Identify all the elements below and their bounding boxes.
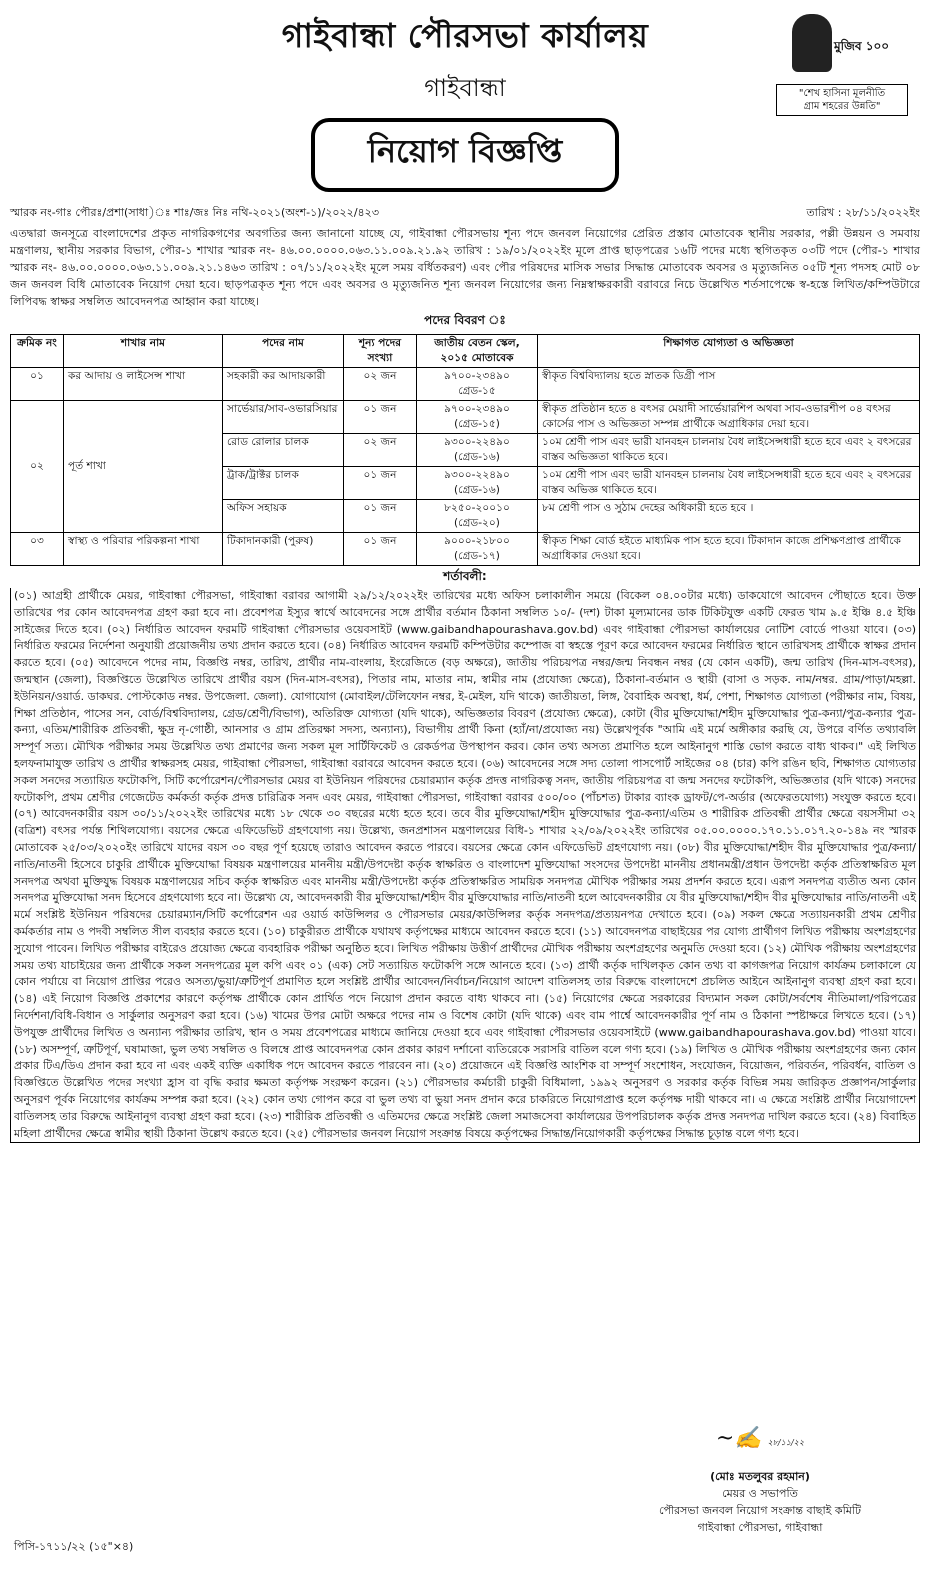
row-count: ০১ জন xyxy=(344,533,417,566)
row-post: সার্ভেয়ার/সাব-ওভারসিয়ার xyxy=(223,401,344,434)
mujib-100-logo xyxy=(780,8,908,118)
row-branch: পূর্ত শাখা xyxy=(64,401,223,533)
row-count: ০২ জন xyxy=(344,368,417,401)
row-serial: ০২ xyxy=(11,401,64,533)
signature-block xyxy=(600,1426,920,1536)
row-qualification: স্বীকৃত বিশ্ববিদ্যালয় হতে স্নাতক ডিগ্রী পাস xyxy=(538,368,920,401)
signature-date: ২৮/১১/২২ xyxy=(767,1438,805,1447)
table-header-row xyxy=(11,335,920,368)
notice-page xyxy=(10,0,920,1143)
logo-mark-text: মুজিব ১০০ xyxy=(834,39,890,53)
row-qualification: ৮ম শ্রেণী পাস ও সুঠাম দেহের অধিকারী হতে হবে । xyxy=(538,500,920,533)
row-count: ০২ জন xyxy=(344,434,417,467)
scale-value: ৯০০০-২১৮০০ xyxy=(444,535,510,547)
posts-table xyxy=(10,334,920,566)
header-qualification: শিক্ষাগত যোগ্যতা ও অভিজ্ঞতা xyxy=(538,335,920,368)
slogan-line-2: গ্রাম শহরের উন্নতি" xyxy=(803,101,881,112)
table-row xyxy=(11,401,920,434)
row-scale xyxy=(417,368,538,401)
pc-code: পিসি-১৭১১/২২ (১৫"×৪) xyxy=(14,1540,134,1553)
header-branch: শাখার নাম xyxy=(64,335,223,368)
grade-value: (গ্রেড-২০) xyxy=(454,517,500,529)
row-post: ট্রাক/ট্রাক্টর চালক xyxy=(223,467,344,500)
row-serial: ০৩ xyxy=(11,533,64,566)
office-title: গাইবান্ধা পৌরসভা কার্যালয় xyxy=(281,16,649,55)
header-count: শূন্য পদের সংখ্যা xyxy=(344,335,417,368)
signatory-name: (মোঃ মতলুবর রহমান) xyxy=(710,1470,810,1483)
slogan-line-1: "শেখ হাসিনা মূলনীতি xyxy=(798,88,886,99)
row-scale xyxy=(417,467,538,500)
conditions-text: (০১) আগ্রহী প্রার্থীকে মেয়র, গাইবান্ধা পৌরসভা, গাইবান্ধা বরাবর আগামী ২৯/১২/২০২২ইং তারিখের মধ্যে অফিস চলাকালীন সময়ে (বিকেল ০৪.০০টার মধ্যে) ডাকযোগে আবেদন পৌছাতে হবে। উক্ত তারিখের পর কোন আবেদনপত্র গ্রহণ করা হবে না। প্রবেশপত্র ইস্যুর স্বার্থে আবেদনের সঙ্গে প্রার্থীর বর্তমান ঠিকানা সম্বলিত ১০/- (দশ) টাকা মূল্যমানের ডাক টিকিটযুক্ত একটি ফেরত খাম ৯.৫ ইঞ্চি ৪.৫ ইঞ্চি সাইজের দিতে হবে। (০২) নির্ধারিত আবেদন ফরমটি গাইবান্ধা পৌরসভার ওয়েবসাইট (www.gaibandhapourashava.gov.bd) এবং গাইবান্ধা পৌরসভা কার্যালয়ের নোটিশ বোর্ডে পাওয়া যাবে। (০৩) নির্ধারিত ফরমের নির্দেশনা অনুযায়ী প্রয়োজনীয় তথ্য প্রদান করতে হবে। (০৪) নির্ধারিত আবেদন ফরমটি কম্পিউটার কম্পোজ বা স্বহস্তে পূরণ করে আবেদন ফরমের নির্ধারিত স্থানে তারিখসহ প্রার্থীকে স্বাক্ষর প্রদান করতে হবে। (০৫) আবেদনে পদের নাম, বিজ্ঞপ্তি নম্বর, তারিখ, প্রার্থীর নাম-বাংলায়, ইংরেজিতে (বড় অক্ষরে), জাতীয় পরিচয়পত্র নম্বর/জন্ম নিবন্ধন নম্বর (যে কোন একটি), জন্ম তারিখ (দিন-মাস-বৎসর), জন্মস্থান (জেলা), বিজ্ঞপ্তিতে উল্লেখিত তারিখে প্রার্থীর বয়স (দিন-মাস-বৎসর), পিতার নাম, মাতার নাম, স্বামীর নাম (প্রযোজ্য ক্ষেত্রে), ঠিকানা-বর্তমান ও স্থায়ী (বাসা ও সড়ক. নাম/নম্বর. গ্রাম/পাড়া/মহল্লা. ইউনিয়ন/ওয়ার্ড. ডাকঘর. পোস্টকোড নম্বর. উপজেলা. জেলা). যোগাযোগ (মোবাইল/টেলিফোন নম্বর, ই-মেইল, যদি থাকে) জাতীয়তা, লিঙ্গ, বৈবাহিক অবস্থা, ধর্ম, পেশা, শিক্ষাগত যোগ্যতা (পরীক্ষার নাম, বিষয়, শিক্ষা প্রতিষ্ঠান, পাসের সন, বোর্ড/বিশ্ববিদ্যালয়, গ্রেড/শ্রেণী/বিভাগ), অতিরিক্ত যোগ্যতা (যদি থাকে), অভিজ্ঞতার বিবরণ (প্রযোজ্য ক্ষেত্রে), কোটা (বীর মুক্তিযোদ্ধা/শহীদ মুক্তিযোদ্ধার পুত্র-কন্যা/পুত্র-কন্যার পুত্র-কন্যা, এতিম/শারীরিক প্রতিবন্ধী, ক্ষুদ্র নৃ-গোষ্ঠী, আনসার ও গ্রাম প্রতিরক্ষা সদস্য, অন্যান্য), বিভাগীয় প্রার্থী কিনা (হ্যাঁ/না/প্রযোজ্য নয়) উল্লেখপূর্বক "আমি এই মর্মে অঙ্গীকার করছি যে, উপরে বর্ণিত তথ্যাবলি সম্পূর্ণ সত্য। মৌখিক পরীক্ষার সময় উল্লেখিত তথ্য প্রমাণের জন্য সকল মূল সার্টিফিকেট ও রেকর্ডপত্র উপস্থাপন করব। কোন তথ্য অসত্য প্রমাণিত হলে আইনানুগ শাস্তি ভোগ করতে বাধ্য থাকব।" এই লিখিত হলফনামাযুক্ত তারিখ ও প্রার্থীর স্বাক্ষরসহ মেয়র, গাইবান্ধা পৌরসভা, গাইবান্ধা বরাবরে আবেদন করতে হবে। (০৬) আবেদনের সঙ্গে সদ্য তোলা পাসপোর্ট সাইজের ০৪ (চার) কপি রঙিন ছবি, শিক্ষাগত যোগ্যতার সকল সনদের সত্যায়িত ফটোকপি, সিটি কর্পোরেশন/পৌরসভার মেয়র বা ইউনিয়ন পরিষদের চেয়ারম্যান কর্তৃক প্রদত্ত নাগরিকত্ব সনদ, জাতীয় পরিচয়পত্র বা জন্ম সনদের ফটোকপি, অভিজ্ঞতার (যদি থাকে) সনদের ফটোকপি, প্রথম শ্রেণীর গেজেটেড কর্মকর্তা কর্তৃক প্রদত্ত চারিত্রিক সনদ এবং মেয়র, গাইবান্ধা পৌরসভা, গাইবান্ধা বরাবর ৫০০/০০ (পাঁচশত) টাকার ব্যাংক ড্রাফট/পে-অর্ডার (অফেরতযোগ্য) সংযুক্ত করতে হবে। (০৭) আবেদনকারীর বয়স ৩০/১১/২০২২ইং তারিখের মধ্যে ১৮ থেকে ৩০ বছরের মধ্যে হতে হবে। তবে বীর মুক্তিযোদ্ধা/শহীদ মুক্তিযোদ্ধার পুত্র-কন্যা/এতিম ও শারীরিক প্রতিবন্ধী প্রার্থীর ক্ষেত্রে বয়সসীমা ৩২ (বত্রিশ) বৎসর পর্যন্ত শিথিলযোগ্য। বয়সের ক্ষেত্রে এফিডেভিট গ্রহণযোগ্য নয়। উল্লেখ্য, জনপ্রশাসন মন্ত্রণালয়ের বিধি-১ শাখার ২২/০৯/২০২২ইং তারিখের ০৫.০০.০০০০.১৭০.১১.০১৭.২০-১৪৯ নং স্মারক মোতাবেক ২৫/০৩/২০২০ইং তারিখে যাদের বয়স ৩০ বছর পূর্ণ হয়েছে তারাও আবেদন করতে পারবে। বয়সের ক্ষেত্রে কোন এফিডেভিট গ্রহণযোগ্য নয়। (০৮) বীর মুক্তিযোদ্ধা/শহীদ বীর মুক্তিযোদ্ধার পুত্র/কন্যা/নাতি/নাতনী হিসেবে চাকুরি প্রার্থীকে মুক্তিযোদ্ধা বিষয়ক মন্ত্রণালয়ের মাননীয় মন্ত্রী/উপদেষ্টা কর্তৃক স্বাক্ষরিত ও বাংলাদেশ মুক্তিযোদ্ধা সংসদের উপদেষ্টা মাননীয় প্রধানমন্ত্রী/প্রধান উপদেষ্টা কর্তৃক প্রতিস্বাক্ষরিত মূল সনদপত্র অথবা মুক্তিযুদ্ধ বিষয়ক মন্ত্রণালয়ের সচিব কর্তৃক স্বাক্ষরিত এবং মাননীয় মন্ত্রী/উপদেষ্টা কর্তৃক প্রতিস্বাক্ষরিত সাময়িক সনদপত্র মৌখিক পরীক্ষার সময় প্রদর্শন করতে হবে। এরূপ সনদপত্র ব্যতীত অন্য কোন সনদপত্র মুক্তিযোদ্ধা সনদ হিসেবে গ্রহণযোগ্য হবে না। উল্লেখ্য যে, আবেদনকারী বীর মুক্তিযোদ্ধা/শহীদ বীর মুক্তিযোদ্ধার নাতি/নাতনী হলে আবেদনকারীর যে বীর মুক্তিযোদ্ধা/শহীদ বীর মুক্তিযোদ্ধার নাতি/নাতনী এই মর্মে সংশ্লিষ্ট ইউনিয়ন পরিষদের চেয়ারম্যান/সিটি কর্পোরেশন এর ওয়ার্ড কাউন্সিলর ও পৌরসভার মেয়র/কাউন্সিলর কর্তৃক সনদপত্র/প্রত্যয়নপত্র দেখাতে হবে। (০৯) সকল ক্ষেত্রে সত্যায়নকারী প্রথম শ্রেণীর কর্মকর্তার নাম ও পদবী সম্বলিত সীল ব্যবহার করতে হবে। (১০) চাকুরীরত প্রার্থীকে যথাযথ কর্তৃপক্ষের মাধ্যমে আবেদন করতে হবে। (১১) আবেদনপত্র বাছাইয়ের পর যোগ্য প্রার্থীগণ লিখিত পরীক্ষায় অংশগ্রহণের সুযোগ পাবেন। লিখিত পরীক্ষার বাইরেও প্রয়োজ্য ক্ষেত্রে ব্যবহারিক পরীক্ষা অনুষ্ঠিত হবে। লিখিত পরীক্ষায় উত্তীর্ণ প্রার্থীদের মৌখিক পরীক্ষায় অংশগ্রহণের অনুমতি দেওয়া হবে। (১২) মৌখিক পরীক্ষায় অংশগ্রহণের সময় তথ্য যাচাইয়ের জন্য প্রার্থীকে সকল সনদপত্রের মূল কপি এবং ০১ (এক) সেট সত্যায়িত ফটোকপি সঙ্গে আনতে হবে। (১৩) প্রার্থী কর্তৃক দাখিলকৃত কোন তথ্য বা কাগজপত্র নিয়োগ কার্যক্রম চলাকালে যে কোন পর্যায়ে বা নিয়োগ প্রাপ্তির পরেও অসত্য/ভুয়া/ত্রুটিপূর্ণ প্রমাণিত হলে সংশ্লিষ্ট প্রার্থীর আবেদন/নির্বাচন/নিয়োগ আদেশ বাতিলসহ তার বিরুদ্ধে বাংলাদেশে প্রচলিত আইনে আইনানুগ ব্যবস্থা গ্রহণ করা হবে। (১৪) এই নিয়োগ বিজ্ঞপ্তি প্রকাশের কারণে কর্তৃপক্ষ প্রার্থীকে কোন প্রার্থিত পদে নিয়োগ প্রদান করতে বাধ্য থাকবে না। (১৫) নিয়োগের ক্ষেত্রে সরকারের বিদ্যমান সকল কোটা/সর্বশেষ নীতিমালা/পরিপত্রের নির্দেশনা/বিধি-বিধান ও সার্কুলার অনুসরণ করা হবে। (১৬) খামের উপর মোটা অক্ষরে পদের নাম ও বিশেষ কোটা (যদি থাকে) এবং বাম পার্শ্বে আবেদনকারীর পূর্ণ নাম ও ঠিকানা স্পষ্টাক্ষরে লিখতে হবে। (১৭) উপযুক্ত প্রার্থীদের লিখিত ও অন্যান্য পরীক্ষার তারিখ, স্থান ও সময় প্রবেশপত্রের মাধ্যমে জানিয়ে দেওয়া হবে এবং গাইবান্ধা পৌরসভার ওয়েবসাইটে (www.gaibandhapourashava.gov.bd) পাওয়া যাবে। (১৮) অসম্পূর্ণ, ত্রুটিপূর্ণ, ঘষামাজা, ভুল তথ্য সম্বলিত ও বিলম্বে প্রাপ্ত আবেদনপত্র কোন প্রকার কারণ দর্শানো ব্যতিরেকে সরাসরি বাতিল বলে গণ্য হবে। (১৯) লিখিত ও মৌখিক পরীক্ষায় অংশগ্রহণের জন্য কোন প্রকার টিএ/ডিএ প্রদান করা হবে না এবং একই ব্যক্তি একাধিক পদে আবেদন করতে পারবেন না। (২০) প্রয়োজনে এই বিজ্ঞপ্তি আংশিক বা সম্পূর্ণ সংশোধন, সংযোজন, বিয়োজন, পরিবর্তন, পরিবর্ধন, বাতিল ও বিজ্ঞপ্তিতে উল্লেখিত পদের সংখ্যা হ্রাস বা বৃদ্ধি করার ক্ষমতা কর্তৃপক্ষ সংরক্ষণ করেন। (২১) পৌরসভার কর্মচারী চাকুরী বিধিমালা, ১৯৯২ অনুসরণ ও সরকার কর্তৃক বিভিন্ন সময় জারিকৃত প্রজ্ঞাপন/সার্কুলার অনুসরণ পূর্বক নিয়োগের কার্যক্রম সম্পন্ন করা হবে। (২২) কোন তথ্য গোপন করে বা ভুল তথ্য বা ভুয়া সনদ প্রদান করে চাকরিতে নিয়োগপ্রাপ্ত হলে কর্তৃপক্ষ দায়ী থাকবে না। এ ক্ষেত্রে সংশ্লিষ্ট প্রার্থীর নিয়োগাদেশ বাতিলসহ তার বিরুদ্ধে আইনানুগ ব্যবস্থা গ্রহণ করা হবে। (২৩) শারীরিক প্রতিবন্ধী ও এতিমদের ক্ষেত্রে সংশ্লিষ্ট জেলা সমাজসেবা কার্যালয়ের উপপরিচালক কর্তৃক প্রদত্ত সনদপত্র দাখিল করতে হবে। (২৪) বিবাহিত মহিলা প্রার্থীদের ক্ষেত্রে স্বামীর স্থায়ী ঠিকানা উল্লেখ করতে হবে। (২৫) পৌরসভার জনবল নিয়োগ সংক্রান্ত বিষয়ে কর্তৃপক্ষের সিদ্ধান্ত/নিয়োগকারী কর্তৃপক্ষের সিদ্ধান্ত চূড়ান্ত বলে গণ্য হবে। xyxy=(10,588,920,1143)
header-scale: জাতীয় বেতন স্কেল, ২০১৫ মোতাবেক xyxy=(417,335,538,368)
table-row xyxy=(11,533,920,566)
scale-value: ৯৩০০-২২৪৯০ xyxy=(444,436,510,448)
portrait-icon xyxy=(792,14,832,72)
row-scale xyxy=(417,434,538,467)
row-count: ০১ জন xyxy=(344,500,417,533)
row-serial: ০১ xyxy=(11,368,64,401)
row-scale xyxy=(417,500,538,533)
row-scale xyxy=(417,533,538,566)
row-branch: কর আদায় ও লাইসেন্স শাখা xyxy=(64,368,223,401)
row-post: রোড রোলার চালক xyxy=(223,434,344,467)
memo-line xyxy=(10,204,920,223)
posts-table-title: পদের বিবরণ ঃ xyxy=(424,313,506,327)
signature-scribble: ~✍ ২৮/১১/২২ xyxy=(715,1426,805,1451)
grade-value: (গ্রেড-১৫) xyxy=(454,418,500,430)
signatory-committee: পৌরসভা জনবল নিয়োগ সংক্রান্ত বাছাই কমিটি xyxy=(659,1504,861,1517)
row-qualification: স্বীকৃত প্রতিষ্ঠান হতে ৪ বৎসর মেয়াদী সার্ভেয়ারশিপ অথবা সাব-ওভারশীপ ০৪ বৎসর কোর্সের পাস ও অভিজ্ঞতা সম্পন্ন প্রার্থীকে অগ্রাধিকার দেয়া হবে। xyxy=(538,401,920,434)
memo-ref: স্মারক নং-গাঃ পৌরঃ/প্রশা(সাধা)ঃ শাঃ/জঃ নিঃ নথি-২০২১(অংশ-১)/২০২২/৪২৩ xyxy=(10,206,379,219)
row-post: অফিস সহায়ক xyxy=(223,500,344,533)
header-post: পদের নাম xyxy=(223,335,344,368)
scale-value: ৮২৫০-২০০১০ xyxy=(444,502,510,514)
scale-value: ৯৩০০-২২৪৯০ xyxy=(444,469,510,481)
grade-value: (গ্রেড-১৬) xyxy=(454,451,500,463)
scale-value: ৯৭০০-২৩৪৯০ xyxy=(444,370,510,382)
row-scale xyxy=(417,401,538,434)
intro-paragraph: এতদ্বারা জনসূত্রে বাংলাদেশের প্রকৃত নাগরিকগণের অবগতির জন্য জানানো যাচ্ছে যে, গাইবান্ধা পৌরসভায় শূন্য পদে জনবল নিয়োগের প্রেরিত প্রস্তাব মোতাবেক স্থানীয় সরকার, পল্লী উন্নয়ন ও সমবায় মন্ত্রণালয়, স্থানীয় সরকার বিভাগ, পৌর-১ শাখার স্মারক নং- ৪৬.০০.০০০০.০৬৩.১১.০০৯.২১.৯২ তারিখ : ১৯/০১/২০২২ইং মূলে প্রাপ্ত ছাড়পত্রের ১৬টি পদের মধ্যে স্থগিতকৃত ০৩টি পদে (পৌর-১ শাখার স্মারক নং- ৪৬.০০.০০০০.০৬৩.১১.০০৯.২১.১৪৬৩ তারিখ : ০৭/১১/২০২২ইং মূলে সময় বর্ধিতকরণ) এবং পৌর পরিষদের মাসিক সভার সিদ্ধান্ত মোতাবেক অবসর ও মৃত্যুজনিত ০৫টি শূন্য পদসহ মোট ০৮ জন জনবল বিধি মোতাবেক নিয়োগ দেয়া হবে। ছাড়পত্রকৃত শূন্য পদে এবং অবসর ও মৃত্যুজনিত শূন্য জনবল নিয়োগের জন্য নিম্নস্বাক্ষরকারী বরাবরে নিচে উল্লেখিত শর্তসাপেক্ষে স্ব-হস্তে লিখিত/কম্পিউটারে লিপিবদ্ধ স্বাক্ষর সম্বলিত আবেদনপত্র আহ্বান করা যাচ্ছে। xyxy=(10,227,920,308)
memo-date: তারিখ : ২৮/১১/২০২২ইং xyxy=(806,206,920,219)
row-qualification: ১০ম শ্রেণী পাস এবং ভারী যানবহন চালনায় বৈধ লাইসেন্সধারী হতে হবে এবং ২ বৎসরের বাস্তব অভিজ্ঞ থাকিতে হবে। xyxy=(538,467,920,500)
row-qualification: ১০ম শ্রেণী পাস এবং ভারী যানবহন চালনায় বৈধ লাইসেন্সধারী হতে হবে এবং ২ বৎসরের বাস্তব অভিজ্ঞতা থাকিতে হবে। xyxy=(538,434,920,467)
row-qualification: স্বীকৃত শিক্ষা বোর্ড হইতে মাধ্যমিক পাস হতে হবে। টিকাদান কাজে প্রশিক্ষণপ্রাপ্ত প্রার্থীকে অগ্রাধিকার দেওয়া হবে। xyxy=(538,533,920,566)
row-count: ০১ জন xyxy=(344,401,417,434)
table-row xyxy=(11,368,920,401)
row-post: টিকাদানকারী (পুরুষ) xyxy=(223,533,344,566)
notice-title: নিয়োগ বিজ্ঞপ্তি xyxy=(311,118,619,192)
conditions-title: শর্তাবলী: xyxy=(443,569,487,583)
signatory-office: গাইবান্ধা পৌরসভা, গাইবান্ধা xyxy=(697,1521,823,1534)
row-branch: স্বাস্থ্য ও পরিবার পরিকল্পনা শাখা xyxy=(64,533,223,566)
grade-value: (গ্রেড-১৭) xyxy=(454,550,500,562)
row-post: সহকারী কর আদায়কারী xyxy=(223,368,344,401)
scale-value: ৯৭০০-২৩৪৯০ xyxy=(444,403,510,415)
office-location: গাইবান্ধা xyxy=(424,74,506,102)
row-count: ০১ জন xyxy=(344,467,417,500)
grade-value: গ্রেড-১৫ xyxy=(458,385,496,397)
slogan-box xyxy=(776,84,908,116)
grade-value: (গ্রেড-১৬) xyxy=(454,484,500,496)
header-serial: ক্রমিক নং xyxy=(11,335,64,368)
signatory-designation: মেয়র ও সভাপতি xyxy=(722,1487,798,1500)
